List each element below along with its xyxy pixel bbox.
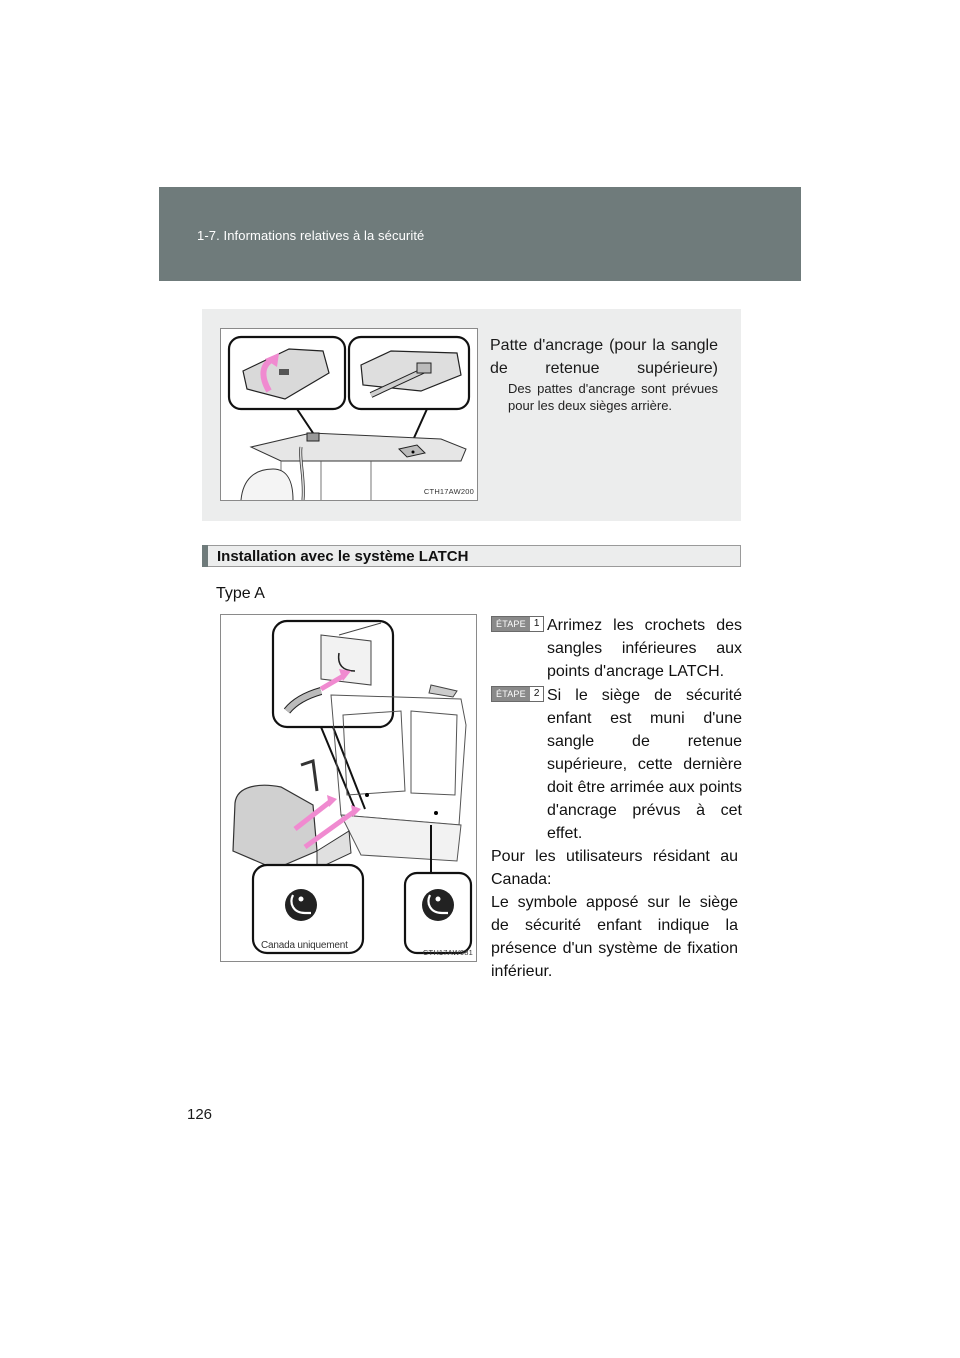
figure-code: CTH17AW200 [423,487,474,496]
header-band [159,187,801,281]
step-label: ÉTAPE [492,687,530,701]
anchor-illustration [221,329,477,500]
step-number: 2 [530,687,544,701]
figure-code: CTH17AW081 [422,948,473,957]
page-number: 126 [187,1106,213,1123]
step-text: Si le siège de sécurité enfant est muni d'une sangle de retenue supérieure, cette dernière doit être arrimée aux points d'ancrage prévus à cet effet. [547,687,742,842]
anchor-description: Des pattes d'ancrage sont prévues pour les deux sièges arrière. [508,381,718,413]
section-heading [202,545,741,567]
latch-figure [220,614,477,962]
step-1 [491,614,742,683]
step-number: 1 [530,617,544,631]
heading-text: Installation avec le système LATCH [217,548,469,565]
canada-intro: Pour les utilisateurs résidant au Canada: [491,848,738,888]
anchor-figure [220,328,478,501]
anchor-info-box [202,309,741,521]
heading-accent-bar [202,545,208,567]
step-badge [491,686,544,702]
anchor-title: Patte d'ancrage (pour la sangle de retenue supérieure) [490,337,718,377]
step-2 [491,684,742,845]
canada-text: Le symbole apposé sur le siège de sécurité enfant indique la présence d'un système de fixation inférieur. [491,894,738,980]
step-text: Arrimez les crochets des sangles inférieures aux points d'ancrage LATCH. [547,617,742,680]
step-badge [491,616,544,632]
type-label: Type A [216,585,265,602]
canada-caption: Canada uniquement [261,940,348,951]
section-title: 1-7. Informations relatives à la sécurité [197,228,425,243]
latch-illustration [221,615,476,961]
step-label: ÉTAPE [492,617,530,631]
